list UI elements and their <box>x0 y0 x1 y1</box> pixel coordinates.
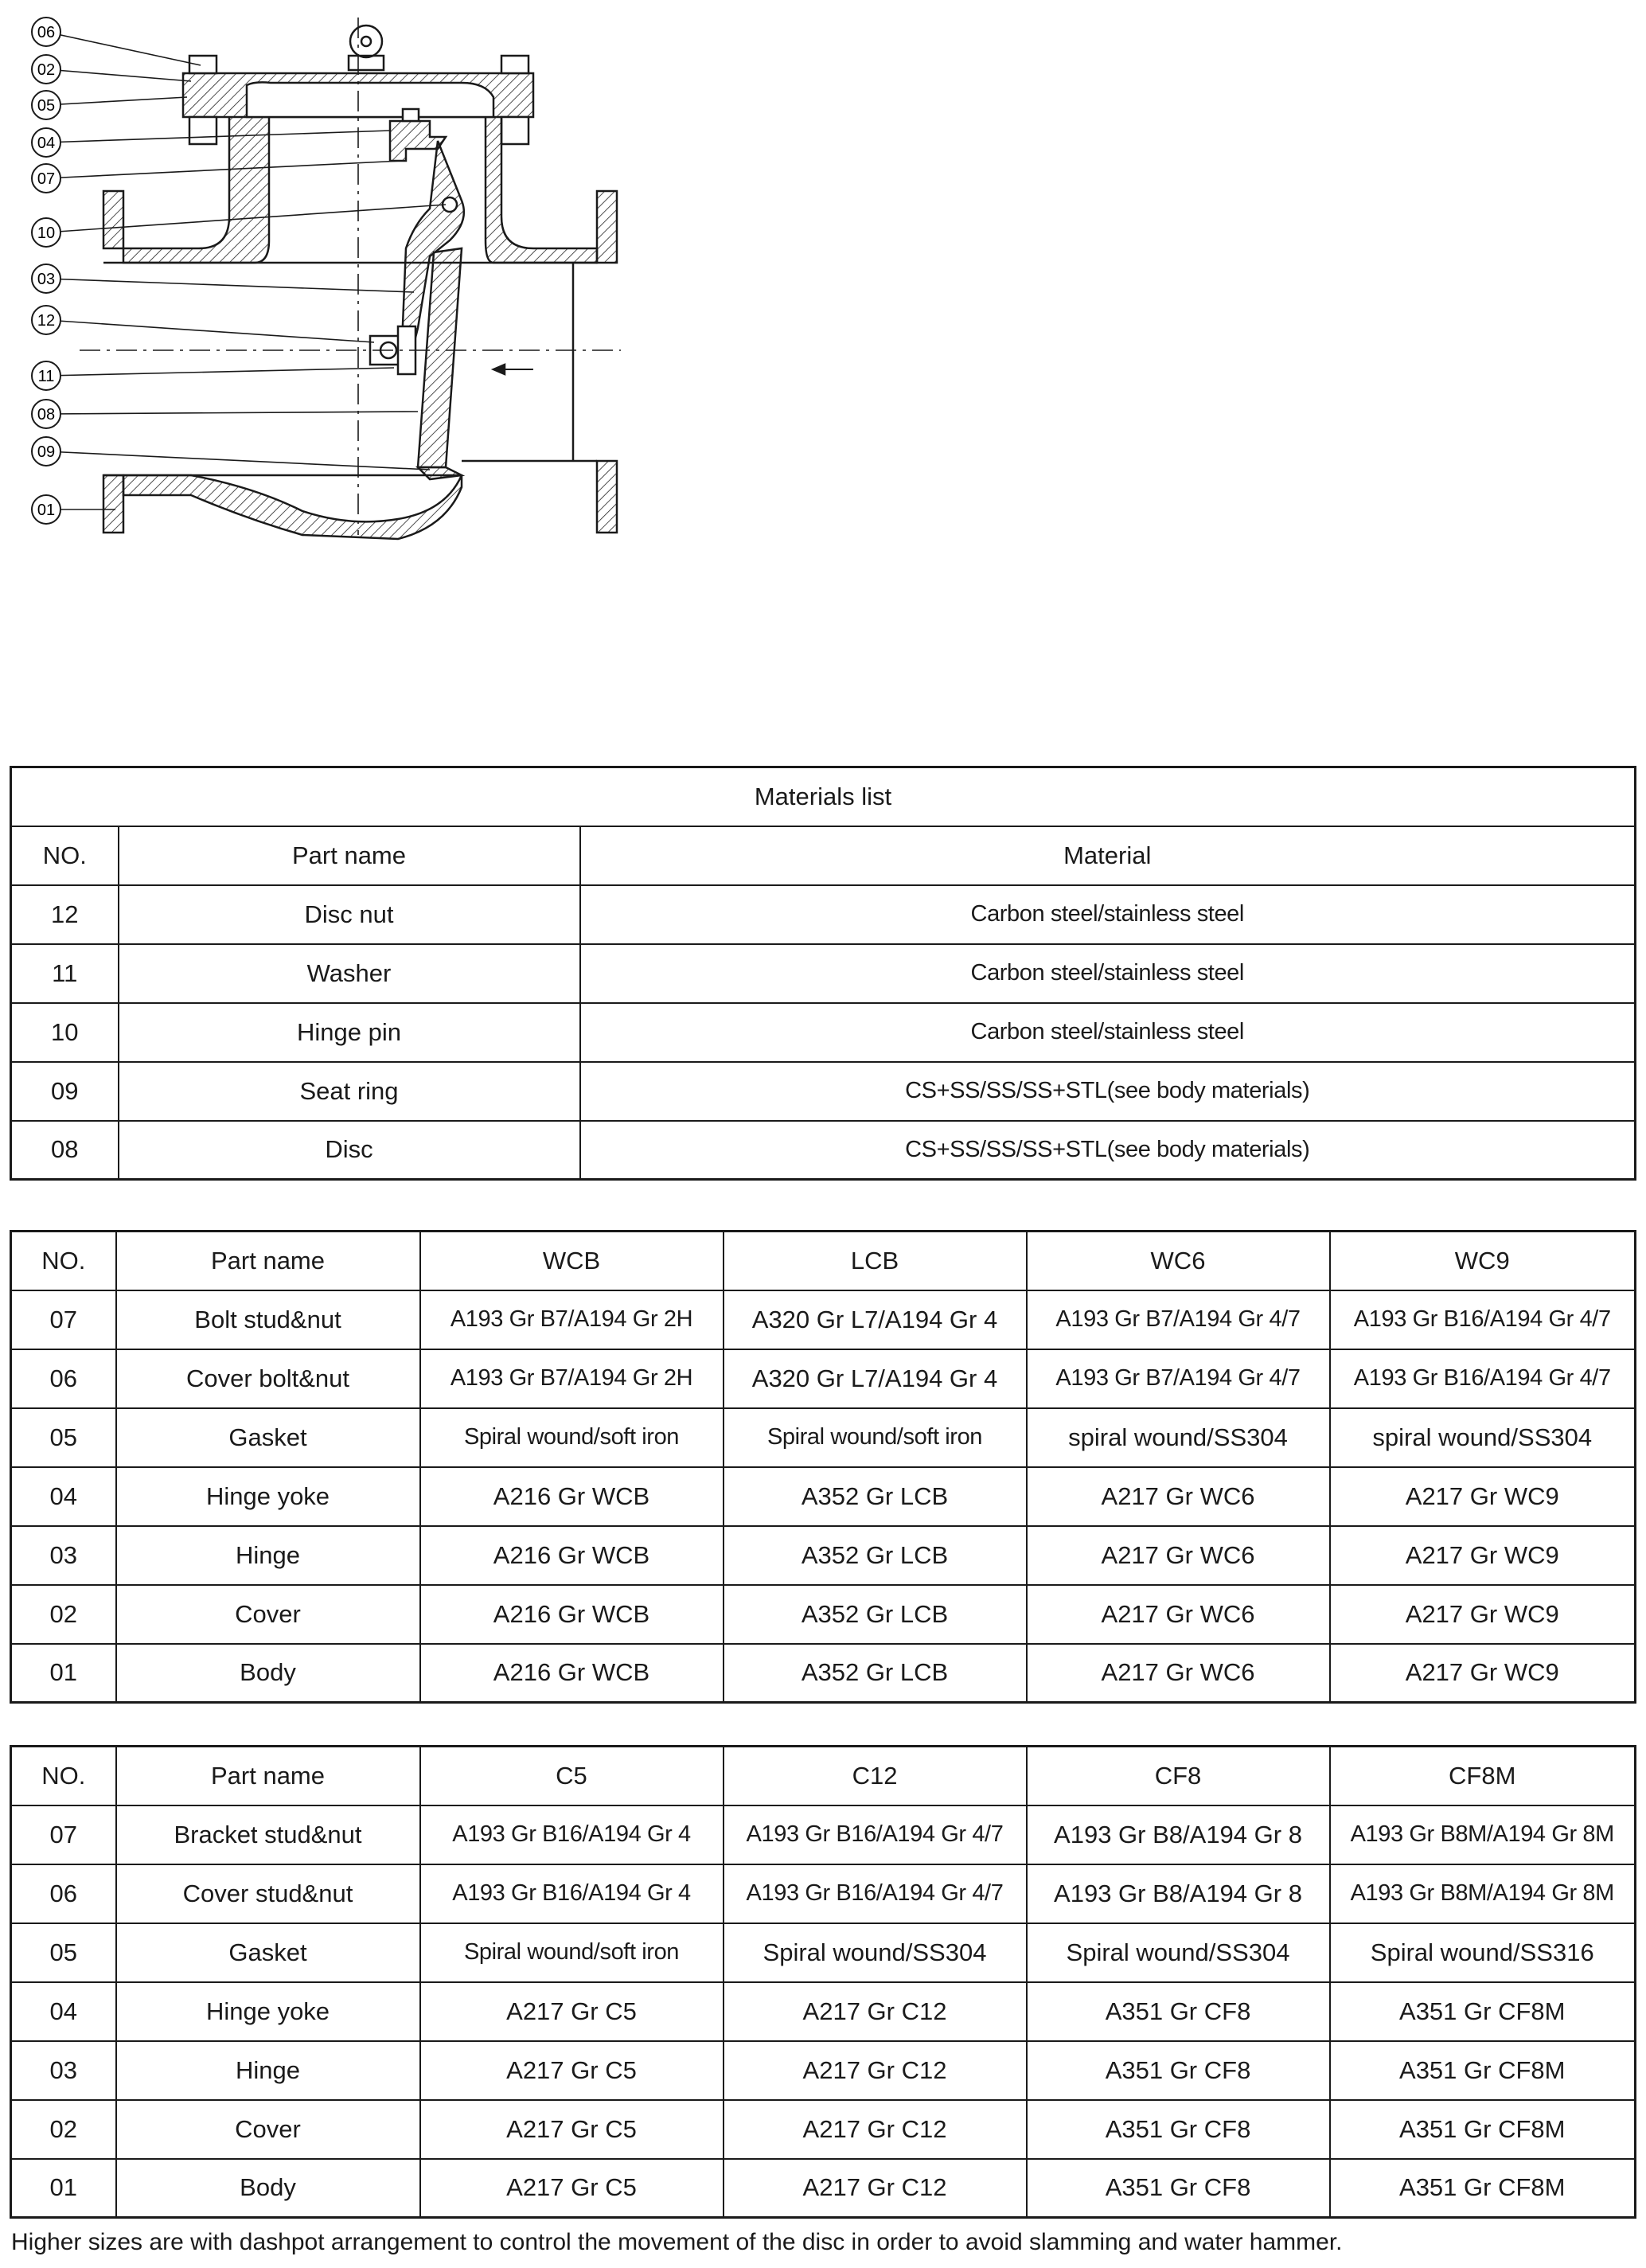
table-cell: A217 Gr C5 <box>420 2100 724 2159</box>
column-header: NO. <box>11 826 119 885</box>
table-cell: Spiral wound/SS316 <box>1330 1923 1636 1982</box>
callout-label: 09 <box>37 443 56 461</box>
table-cell: A193 Gr B16/A194 Gr 4/7 <box>1330 1349 1636 1408</box>
table-cell: A217 Gr C12 <box>724 2159 1027 2218</box>
table-cell: A217 Gr WC9 <box>1330 1526 1636 1585</box>
table-cell: Carbon steel/stainless steel <box>580 1003 1636 1062</box>
table-row <box>11 2041 1636 2100</box>
table-cell: A217 Gr C12 <box>724 1982 1027 2041</box>
table-cell: 09 <box>11 1062 119 1121</box>
table-row <box>11 1982 1636 2041</box>
column-header: LCB <box>724 1232 1027 1290</box>
table-cell: spiral wound/SS304 <box>1027 1408 1330 1467</box>
table-cell: A352 Gr LCB <box>724 1644 1027 1703</box>
table-cell: A193 Gr B16/A194 Gr 4 <box>420 1864 724 1923</box>
callout-label: 01 <box>37 502 56 519</box>
grade-table-wcb-lcb-wc6-wc9 <box>10 1230 1636 1704</box>
table-cell: Spiral wound/SS304 <box>724 1923 1027 1982</box>
valve-cross-section-drawing <box>16 10 637 543</box>
table-row <box>11 1526 1636 1585</box>
table-cell: A320 Gr L7/A194 Gr 4 <box>724 1349 1027 1408</box>
table-cell: A352 Gr LCB <box>724 1585 1027 1644</box>
column-header: WC6 <box>1027 1232 1330 1290</box>
table-cell: A193 Gr B7/A194 Gr 2H <box>420 1290 724 1349</box>
table-row <box>11 1349 1636 1408</box>
table-row <box>11 1923 1636 1982</box>
table-cell: A351 Gr CF8M <box>1330 2159 1636 2218</box>
table-cell: Hinge <box>116 1526 420 1585</box>
callout-label: 03 <box>37 271 56 288</box>
table-cell: A217 Gr WC6 <box>1027 1526 1330 1585</box>
table-cell: Carbon steel/stainless steel <box>580 885 1636 944</box>
table-cell: Hinge yoke <box>116 1982 420 2041</box>
table-cell: Cover <box>116 1585 420 1644</box>
table-cell: Body <box>116 2159 420 2218</box>
column-header: CF8M <box>1330 1747 1636 1805</box>
table-cell: spiral wound/SS304 <box>1330 1408 1636 1467</box>
table-cell: 05 <box>11 1923 116 1982</box>
table-cell: 01 <box>11 2159 116 2218</box>
table-row <box>11 1408 1636 1467</box>
table-cell: 01 <box>11 1644 116 1703</box>
table-cell: Washer <box>119 944 580 1003</box>
table-cell: A193 Gr B16/A194 Gr 4/7 <box>1330 1290 1636 1349</box>
table-cell: A193 Gr B8M/A194 Gr 8M <box>1330 1805 1636 1864</box>
table-cell: A217 Gr C5 <box>420 2041 724 2100</box>
table-cell: Spiral wound/soft iron <box>724 1408 1027 1467</box>
column-header: Part name <box>116 1232 420 1290</box>
table-row <box>11 1467 1636 1526</box>
table-cell: 05 <box>11 1408 116 1467</box>
callout-label: 05 <box>37 97 56 115</box>
table-cell: CS+SS/SS/SS+STL(see body materials) <box>580 1121 1636 1180</box>
table-cell: A351 Gr CF8 <box>1027 1982 1330 2041</box>
table-cell: Hinge <box>116 2041 420 2100</box>
table-header-row <box>11 826 1636 885</box>
table-cell: A352 Gr LCB <box>724 1467 1027 1526</box>
table-cell: A193 Gr B7/A194 Gr 4/7 <box>1027 1349 1330 1408</box>
table-cell: Gasket <box>116 1923 420 1982</box>
table-cell: A193 Gr B16/A194 Gr 4/7 <box>724 1864 1027 1923</box>
table-cell: 07 <box>11 1290 116 1349</box>
table-cell: 07 <box>11 1805 116 1864</box>
table-row <box>11 1003 1636 1062</box>
table-cell: 11 <box>11 944 119 1003</box>
table-title: Materials list <box>11 767 1636 826</box>
table-cell: A193 Gr B7/A194 Gr 2H <box>420 1349 724 1408</box>
table-cell: A351 Gr CF8 <box>1027 2041 1330 2100</box>
table-row <box>11 1290 1636 1349</box>
table-cell: A193 Gr B16/A194 Gr 4/7 <box>724 1805 1027 1864</box>
materials-list-table <box>10 766 1636 1181</box>
column-header: CF8 <box>1027 1747 1330 1805</box>
table-cell: A217 Gr C12 <box>724 2041 1027 2100</box>
callout-label: 04 <box>37 135 56 152</box>
table-cell: Bracket stud&nut <box>116 1805 420 1864</box>
table-cell: A351 Gr CF8M <box>1330 1982 1636 2041</box>
table-cell: Hinge pin <box>119 1003 580 1062</box>
table-cell: A217 Gr C12 <box>724 2100 1027 2159</box>
table-cell: A217 Gr WC6 <box>1027 1644 1330 1703</box>
callout-label: 10 <box>37 224 56 242</box>
table-cell: A216 Gr WCB <box>420 1585 724 1644</box>
table-cell: 08 <box>11 1121 119 1180</box>
table-cell: Seat ring <box>119 1062 580 1121</box>
column-header: WCB <box>420 1232 724 1290</box>
table-cell: Disc <box>119 1121 580 1180</box>
table-cell: A216 Gr WCB <box>420 1467 724 1526</box>
callout-label: 12 <box>37 312 56 330</box>
table-cell: Hinge yoke <box>116 1467 420 1526</box>
table-row <box>11 944 1636 1003</box>
table-cell: Cover stud&nut <box>116 1864 420 1923</box>
table-cell: 04 <box>11 1467 116 1526</box>
table-cell: 10 <box>11 1003 119 1062</box>
column-header: NO. <box>11 1747 116 1805</box>
column-header: Part name <box>116 1747 420 1805</box>
table-row <box>11 2159 1636 2218</box>
table-cell: A217 Gr WC6 <box>1027 1467 1330 1526</box>
table-cell: Carbon steel/stainless steel <box>580 944 1636 1003</box>
table-cell: A216 Gr WCB <box>420 1644 724 1703</box>
table-row <box>11 1864 1636 1923</box>
table-cell: A217 Gr WC9 <box>1330 1585 1636 1644</box>
table-row <box>11 1644 1636 1703</box>
table-cell: A320 Gr L7/A194 Gr 4 <box>724 1290 1027 1349</box>
column-header: Material <box>580 826 1636 885</box>
table-cell: A352 Gr LCB <box>724 1526 1027 1585</box>
grade-table-c5-c12-cf8-cf8m <box>10 1745 1636 2219</box>
table-row <box>11 1585 1636 1644</box>
callout-label: 07 <box>37 170 56 188</box>
table-cell: 12 <box>11 885 119 944</box>
callout-label: 06 <box>37 24 56 41</box>
table-cell: A217 Gr WC9 <box>1330 1467 1636 1526</box>
table-cell: A351 Gr CF8M <box>1330 2100 1636 2159</box>
table-cell: A217 Gr C5 <box>420 2159 724 2218</box>
table-row <box>11 1805 1636 1864</box>
table-cell: 04 <box>11 1982 116 2041</box>
table-cell: CS+SS/SS/SS+STL(see body materials) <box>580 1062 1636 1121</box>
table-cell: Body <box>116 1644 420 1703</box>
table-cell: A217 Gr WC6 <box>1027 1585 1330 1644</box>
table-cell: Cover bolt&nut <box>116 1349 420 1408</box>
table-row <box>11 885 1636 944</box>
table-cell: 06 <box>11 1349 116 1408</box>
table-cell: A193 Gr B7/A194 Gr 4/7 <box>1027 1290 1330 1349</box>
table-cell: A193 Gr B8M/A194 Gr 8M <box>1330 1864 1636 1923</box>
table-cell: Bolt stud&nut <box>116 1290 420 1349</box>
table-cell: 02 <box>11 2100 116 2159</box>
table-row <box>11 2100 1636 2159</box>
table-cell: Cover <box>116 2100 420 2159</box>
column-header: C5 <box>420 1747 724 1805</box>
table-cell: Spiral wound/soft iron <box>420 1923 724 1982</box>
table-cell: Gasket <box>116 1408 420 1467</box>
table-cell: 03 <box>11 1526 116 1585</box>
table-cell: Disc nut <box>119 885 580 944</box>
table-cell: A351 Gr CF8 <box>1027 2100 1330 2159</box>
table-cell: Spiral wound/SS304 <box>1027 1923 1330 1982</box>
table-row <box>11 1062 1636 1121</box>
table-cell: 03 <box>11 2041 116 2100</box>
table-cell: A217 Gr WC9 <box>1330 1644 1636 1703</box>
table-cell: 02 <box>11 1585 116 1644</box>
table-cell: A193 Gr B8/A194 Gr 8 <box>1027 1805 1330 1864</box>
footnote: Higher sizes are with dashpot arrangement to control the movement of the disc in order to avoid slamming and water hammer. <box>11 2229 1343 2255</box>
callout-label: 11 <box>37 368 55 385</box>
callout-label: 02 <box>37 61 56 79</box>
table-cell: A351 Gr CF8 <box>1027 2159 1330 2218</box>
table-cell: A193 Gr B8/A194 Gr 8 <box>1027 1864 1330 1923</box>
table-cell: A216 Gr WCB <box>420 1526 724 1585</box>
table-cell: 06 <box>11 1864 116 1923</box>
table-row <box>11 1121 1636 1180</box>
column-header: NO. <box>11 1232 116 1290</box>
table-cell: Spiral wound/soft iron <box>420 1408 724 1467</box>
column-header: WC9 <box>1330 1232 1636 1290</box>
table-cell: A351 Gr CF8M <box>1330 2041 1636 2100</box>
column-header: C12 <box>724 1747 1027 1805</box>
table-header-row <box>11 1232 1636 1290</box>
column-header: Part name <box>119 826 580 885</box>
callout-label: 08 <box>37 406 56 424</box>
table-cell: A217 Gr C5 <box>420 1982 724 2041</box>
table-header-row <box>11 1747 1636 1805</box>
table-cell: A193 Gr B16/A194 Gr 4 <box>420 1805 724 1864</box>
